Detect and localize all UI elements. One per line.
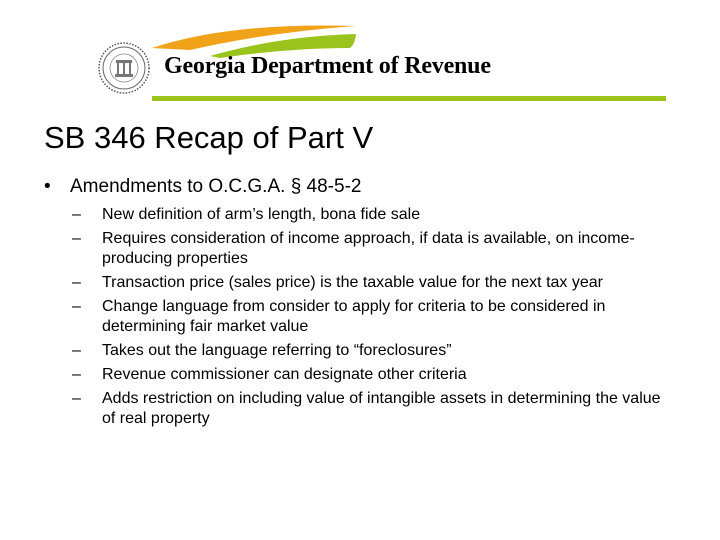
sub-bullet-text: Change language from consider to apply for criteria to be considered in determining fair market value xyxy=(102,298,606,335)
dash-marker: – xyxy=(72,366,81,383)
dash-marker: – xyxy=(72,342,81,359)
sub-bullet-item xyxy=(72,229,672,269)
sub-bullet-item xyxy=(72,205,672,225)
sub-bullet-item xyxy=(72,297,672,337)
slide-header xyxy=(0,0,720,105)
sub-bullet-item xyxy=(72,389,672,429)
bullet-dot: • xyxy=(44,176,51,197)
header-rule xyxy=(152,96,666,101)
sub-bullet-text: Transaction price (sales price) is the taxable value for the next tax year xyxy=(102,274,603,291)
sub-bullet-text: Revenue commissioner can designate other criteria xyxy=(102,366,467,383)
sub-bullet-item xyxy=(72,365,672,385)
sub-bullet-item xyxy=(72,341,672,361)
dash-marker: – xyxy=(72,274,81,291)
department-title: Georgia Department of Revenue xyxy=(164,53,491,79)
sub-bullet-list xyxy=(72,205,672,433)
sub-bullet-item xyxy=(72,273,672,293)
sub-bullet-text: Adds restriction on including value of intangible assets in determining the value of real property xyxy=(102,390,661,427)
dash-marker: – xyxy=(72,390,81,407)
sub-bullet-text: New definition of arm’s length, bona fide sale xyxy=(102,206,421,223)
sub-bullet-text: Takes out the language referring to “foreclosures” xyxy=(102,342,452,359)
dash-marker: – xyxy=(72,298,81,315)
main-bullet-text: Amendments to O.C.G.A. § 48-5-2 xyxy=(70,176,362,197)
georgia-state-seal-icon xyxy=(98,42,150,94)
main-bullet xyxy=(44,176,361,198)
dash-marker: – xyxy=(72,206,81,223)
slide-title: SB 346 Recap of Part V xyxy=(44,120,374,155)
dash-marker: – xyxy=(72,230,81,247)
sub-bullet-text: Requires consideration of income approach, if data is available, on income-producing properties xyxy=(102,230,635,267)
